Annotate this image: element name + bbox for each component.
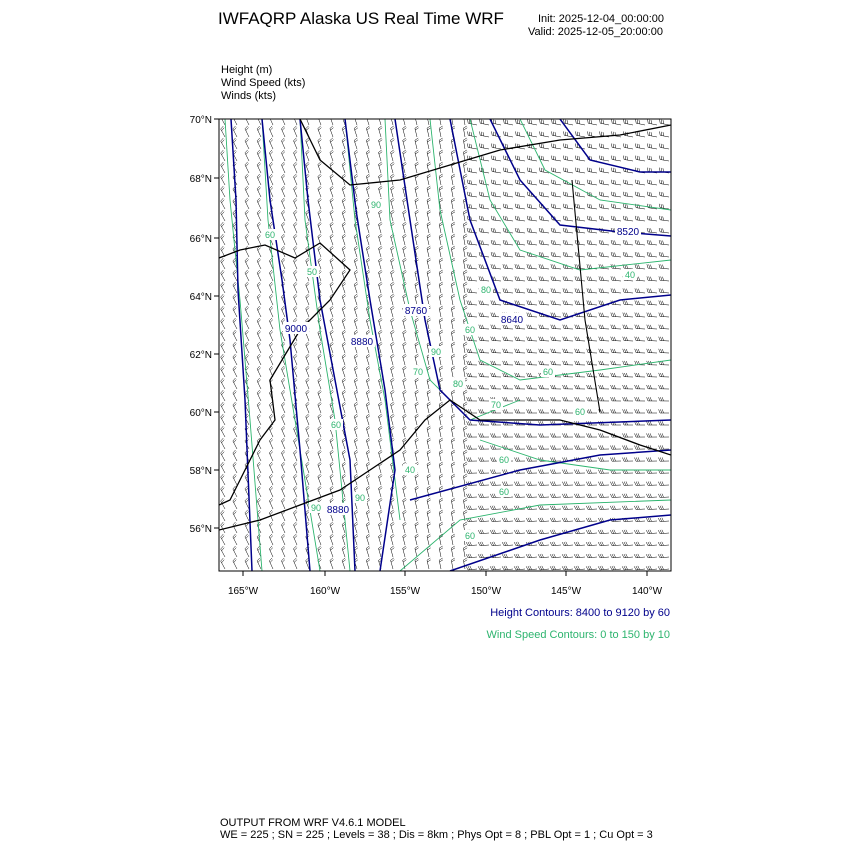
speed-label: 50 [306,267,318,277]
coastline-south [219,400,671,530]
lat-tick-label: 60°N [189,408,212,419]
speed-label: 60 [464,531,476,541]
lon-tick-label: 150°W [470,586,502,597]
speed-contour-line [430,119,671,380]
height-contour-line [560,119,671,172]
height-label: 8640 [500,315,524,326]
speed-label: 60 [498,487,510,497]
wind-speed-contours [225,119,671,571]
speed-label: 40 [404,465,416,475]
speed-label: 80 [452,379,464,389]
lat-tick-label: 64°N [189,292,212,303]
lat-tick-label: 62°N [189,350,212,361]
lon-tick-label: 145°W [550,586,582,597]
lat-tick-label: 70°N [189,115,212,126]
speed-label: 60 [264,230,276,240]
wind-barb-field [221,114,669,570]
speed-label: 60 [464,325,476,335]
lat-tick-label: 56°N [189,524,212,535]
height-contour-note: Height Contours: 8400 to 9120 by 60 [490,607,670,619]
height-label: 9000 [284,324,308,335]
init-time: Init: 2025-12-04_00:00:00 [538,13,664,25]
speed-label: 90 [310,503,322,513]
speed-label: 70 [490,400,502,410]
lon-tick-label: 160°W [309,586,341,597]
legend-height: Height (m) [221,64,273,76]
lat-tick-label: 68°N [189,174,212,185]
valid-time: Valid: 2025-12-05_20:00:00 [528,26,663,38]
speed-label: 60 [542,367,554,377]
lon-tick-label: 155°W [389,586,421,597]
speed-label: 90 [430,347,442,357]
speed-contour-line [470,119,671,270]
footer-model-line: OUTPUT FROM WRF V4.6.1 MODEL [220,817,406,829]
map-frame [219,119,671,571]
height-contours [231,119,671,571]
lat-tick-label: 58°N [189,466,212,477]
speed-label: 40 [624,270,636,280]
height-label: 8520 [616,227,640,238]
speed-label: 70 [412,367,424,377]
legend-winds: Winds (kts) [221,90,276,102]
legend-wind-speed: Wind Speed (kts) [221,77,306,89]
lon-tick-label: 140°W [631,586,663,597]
height-label: 8760 [404,306,428,317]
height-contour-line [450,515,671,571]
page-title: IWFAQRP Alaska US Real Time WRF [218,9,504,28]
speed-contour-line [520,119,671,210]
height-label: 8880 [350,337,374,348]
speed-contour-line [225,119,262,571]
speed-label: 60 [574,407,586,417]
wind-barbs [221,114,669,570]
height-label: 8880 [326,505,350,516]
speed-contour-note: Wind Speed Contours: 0 to 150 by 10 [486,629,670,641]
speed-label: 90 [354,493,366,503]
speed-label: 90 [370,200,382,210]
footer-config-line: WE = 225 ; SN = 225 ; Levels = 38 ; Dis = 8km ; Phys Opt = 8 ; PBL Opt = 1 ; Cu Opt = 3 [220,829,653,841]
speed-label: 60 [498,455,510,465]
lat-tick-label: 66°N [189,234,212,245]
lon-tick-label: 165°W [227,586,259,597]
speed-label: 80 [480,285,492,295]
speed-label: 60 [330,420,342,430]
